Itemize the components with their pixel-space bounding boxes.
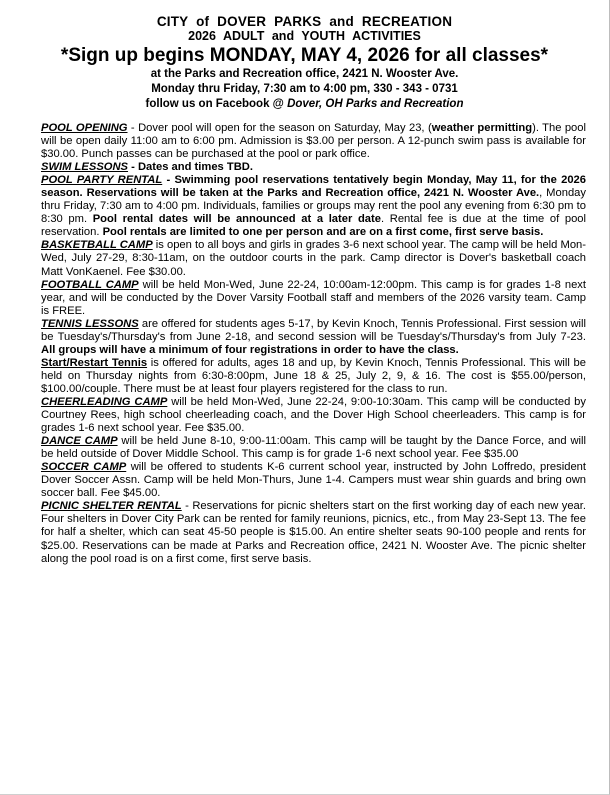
section-pool-party-rental: POOL PARTY RENTAL - Swimming pool reservations tentatively begin Monday, May 11, for the 2026 season. Reservations will be taken at the Parks and Recreation office, 2421 N. Wooster Ave., Monday thru Friday, 7:30 am to 4:00 pm. Individuals, families or groups may rent the pool any evening from 6:30 pm to 8:30 pm. Pool rental dates will be announced at a later date. Rental fee is due at the time of pool reservation. Pool rentals are limited to one per person and are on a first come, first serve basis. <box>41 174 587 239</box>
section-picnic-shelter-rental: PICNIC SHELTER RENTAL - Reservations for picnic shelters start on the first working day of each new year. Four shelters in Dover City Park can be rented for family reunions, picnics, etc., from May 23-Sept 13. The fee for half a shelter, which can seat 45-50 people is $15.00. An entire shelter seats 90-100 people and rents for $25.00. Reservations can be made at Parks and Recreation office, 2421 N. Wooster Ave. The picnic shelter along the pool road is on a first come, first serve basis. <box>41 500 586 565</box>
section-title: CHEERLEADING CAMP <box>41 395 168 408</box>
section-title: FOOTBALL CAMP <box>41 278 139 291</box>
section-pool-opening: POOL OPENING - Dover pool will open for the season on Saturday, May 23, (weather permitting). The pool will be open daily 11:00 am to 6:00 pm. Admission is $3.00 per person. A 12-punch swim pass is available for $30.00. Punch passes can be purchased at the pool or park office. <box>41 122 586 161</box>
section-title: SOCCER CAMP <box>41 461 127 474</box>
signup-headline: *Sign up begins MONDAY, MAY 4, 2026 for all classes* <box>60 45 549 66</box>
office-address: at the Parks and Recreation office, 2421 N. Wooster Ave. <box>150 68 459 80</box>
section-title: SWIM LESSONS <box>41 161 129 174</box>
section-title: TENNIS LESSONS <box>41 317 139 330</box>
flyer-header <box>0 0 609 112</box>
section-start-restart-tennis: Start/Restart Tennis is offered for adults, ages 18 and up, by Kevin Knoch, Tennis Professional. This will be held on Thursday nights from 6:30-8:00pm, June 18 & 25, July 2, 9, & 16. The cost is $55.00/person, $100.00/couple. There must be at least four players registered for the class to run. <box>41 356 586 395</box>
section-tennis-lessons: TENNIS LESSONS are offered for students ages 5-17, by Kevin Knoch, Tennis Professional. First session will be Tuesday's/Thursday's from June 2-18, and second session will be Tuesday's/Thursday's from July 7-23. All groups will have a minimum of four registrations in order to have the class. <box>41 317 586 356</box>
section-title: POOL OPENING <box>41 122 128 134</box>
section-cheerleading-camp: CHEERLEADING CAMP will be held Mon-Wed, June 22-24, 9:00-10:30am. This camp will be conducted by Courtney Rees, high school cheerleading coach, and the Dover High School cheerleaders. This camp is for grades 1-6 next school year. Fee $35.00. <box>41 395 586 435</box>
section-title: Start/Restart Tennis <box>41 356 148 369</box>
section-title: DANCE CAMP <box>41 435 118 448</box>
section-title: PICNIC SHELTER RENTAL <box>41 500 182 513</box>
facebook-prefix: follow us on Facebook @ <box>145 98 288 110</box>
facebook-line <box>0 97 609 112</box>
section-swim-lessons: SWIM LESSONS - Dates and times TBD. <box>41 161 253 174</box>
activities-title: 2026 ADULT and YOUTH ACTIVITIES <box>188 29 421 43</box>
section-football-camp: FOOTBALL CAMP will be held Mon-Wed, June 22-24, 10:00am-12:00pm. This camp is for grades 1-8 next year, and will be conducted by the Dover Varsity Football staff and members of the 2026 varsity team. Camp is FREE. <box>41 278 586 317</box>
facebook-link[interactable]: Dover, OH Parks and Recreation <box>287 98 464 110</box>
section-basketball-camp: BASKETBALL CAMP is open to all boys and girls in grades 3-6 next school year. The camp will be held Mon-Wed, July 27-29, 8:30-11am, on the outdoor courts in the park. Camp director is Dover's basketball coach Matt VonKaenel. Fee $30.00. <box>41 239 586 278</box>
section-dance-camp: DANCE CAMP will be held June 8-10, 9:00-11:00am. This camp will be taught by the Dance Force, and will be held outside of Dover Middle School. This camp is for grade 1-6 next school year. Fee $35.00 <box>41 435 586 461</box>
office-hours: Monday thru Friday, 7:30 am to 4:00 pm, 330 - 343 - 0731 <box>151 83 458 95</box>
flyer-body <box>41 122 586 566</box>
org-title: CITY of DOVER PARKS and RECREATION <box>156 14 453 29</box>
section-soccer-camp: SOCCER CAMP will be offered to students K-6 current school year, instructed by John Loffredo, president Dover Soccer Assn. Camp will be held Mon-Thurs, June 1-4. Campers must wear shin guards and bring own soccer ball. Fee $45.00. <box>41 461 586 500</box>
section-title: POOL PARTY RENTAL <box>41 174 163 187</box>
section-title: BASKETBALL CAMP <box>41 239 153 252</box>
